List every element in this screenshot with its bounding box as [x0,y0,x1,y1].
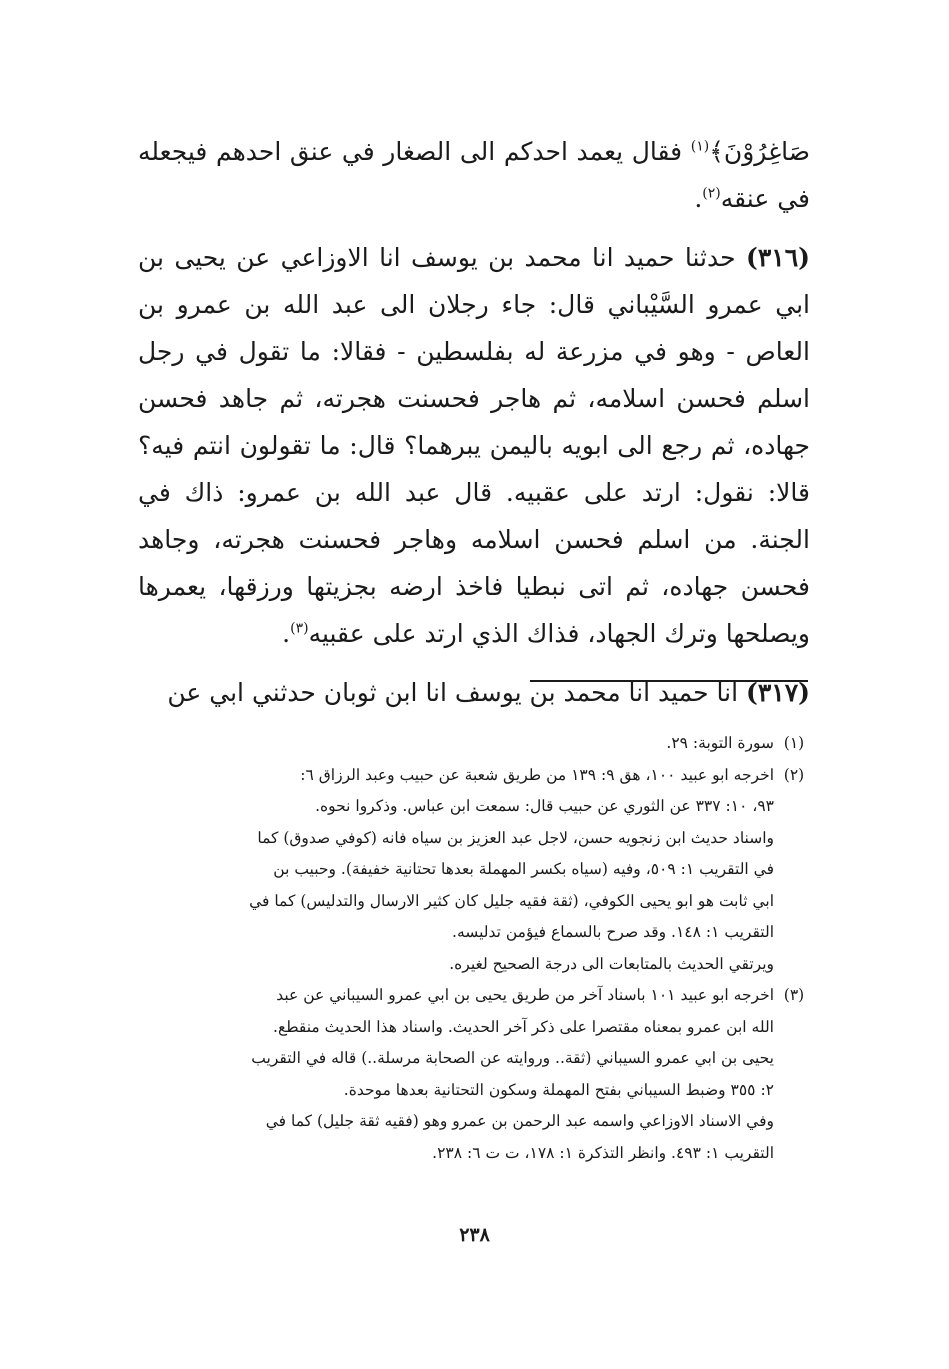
paragraph-end-mark: . [694,184,703,213]
paragraph-continuation-text: فقال يعمد احدكم الى الصغار في عنق احدهم فيجعله في عنقه [138,137,810,213]
footnote-body [138,728,774,760]
hadith-number-316: (٣١٦) [746,243,810,272]
footnote-ref-2: (٢) [702,185,721,202]
footnote-line: التقريب ١: ٤٩٣. وانظر التذكرة ١: ١٧٨، ت ت ٦: ٢٣٨. [432,1143,774,1162]
footnote-3 [138,980,814,1169]
hadith-316-text: حدثنا حميد انا محمد بن يوسف انا الاوزاعي عن يحيى بن ابي عمرو السَّيْباني قال: جاء رجلان الى عبد الله بن عمرو بن العاص - وهو في مزرعة له بفلسطين - فقالا: ما تقول في رجل اسلم فحسن اسلامه، ثم هاجر فحسنت هجرته، ثم جاهد فحسن جهاده، ثم رجع الى ابويه باليمن يبرهما؟ قال: ما تقولون انتم فيه؟ قالا: نقول: ارتد على عقبيه. قال عبد الله بن عمرو: ذاك في الجنة. من اسلم فحسن اسلامه وهاجر فحسنت هجرته، وجاهد فحسن جهاده، ثم اتى نبطيا فاخذ ارضه بجزيتها ورزقها، يعمرها ويصلحها وترك الجهاد، فذاك الذي ارتد على عقبيه [138,243,810,648]
footnote-number: (١) [783,734,805,752]
hadith-316-end-mark: . [282,619,291,648]
footnote-line: الله ابن عمرو بمعناه مقتصرا على ذكر آخر الحديث. واسناد هذا الحديث منقطع. [273,1017,774,1036]
main-text [138,128,810,716]
footnote-line: اخرجه ابو عبيد ١٠١ باسناد آخر من طريق يحيى بن ابي عمرو السيباني عن عبد [276,986,774,1004]
footnote-line: ٩٣، ١٠: ٣٣٧ عن الثوري عن حبيب قال: سمعت ابن عباس. وذكروا نحوه. [315,797,774,815]
footnote-line: ويرتقي الحديث بالمتابعات الى درجة الصحيح لغيره. [449,954,774,973]
footnote-number: (٣) [783,986,805,1004]
hadith-316 [138,234,810,657]
footnote-line: التقريب ١: ١٤٨. وقد صرح بالسماع فيؤمن تدليسه. [452,923,774,941]
hadith-317 [138,669,810,716]
footnote-1 [138,728,814,760]
hadith-317-text: انا حميد انا محمد بن يوسف انا ابن ثوبان حدثني ابي عن [167,678,739,707]
footnote-line: اخرجه ابو عبيد ١٠٠، هق ٩: ١٣٩ من طريق شعبة عن حبيب وعبد الرزاق ٦: [300,765,774,784]
quran-ending: صَاغِرُوْنَ﴾ [709,137,810,166]
footnote-body [138,760,774,981]
footnote-line: وفي الاسناد الاوزاعي واسمه عبد الرحمن بن عمرو وهو (فقيه ثقة جليل) كما في [265,1112,774,1130]
footnote-2 [138,760,814,981]
footnote-line: في التقريب ١: ٥٠٩، وفيه (سياه بكسر المهملة بعدها تحتانية خفيفة). وحبيب بن [273,860,774,878]
footnote-ref-1: (١) [690,138,710,155]
footnote-line: واسناد حديث ابن زنجويه حسن، لاجل عبد العزيز بن سياه فانه (كوفي صدوق) كما [257,828,774,847]
footnote-number: (٢) [783,765,805,784]
footnote-line: ٢: ٣٥٥ وضبط السيباني بفتح المهملة وسكون التحتانية بعدها موحدة. [343,1080,774,1099]
footnote-body [138,980,774,1169]
footnote-ref-3: (٣) [290,620,309,637]
footnote-divider [530,680,808,682]
footnote-line: سورة التوبة: ٢٩. [666,734,774,752]
footnote-line: يحيى بن ابي عمرو السيباني (ثقة.. وروايته عن الصحابة مرسلة..) قاله في التقريب [251,1049,774,1067]
paragraph-continuation [138,128,810,222]
footnotes [138,728,814,1169]
footnote-line: ابي ثابت هو ابو يحيى الكوفي، (ثقة فقيه جليل كان كثير الارسال والتدليس) كما في [249,891,774,910]
page-number: ٢٣٨ [459,1224,490,1246]
hadith-number-317: (٣١٧) [746,678,810,707]
